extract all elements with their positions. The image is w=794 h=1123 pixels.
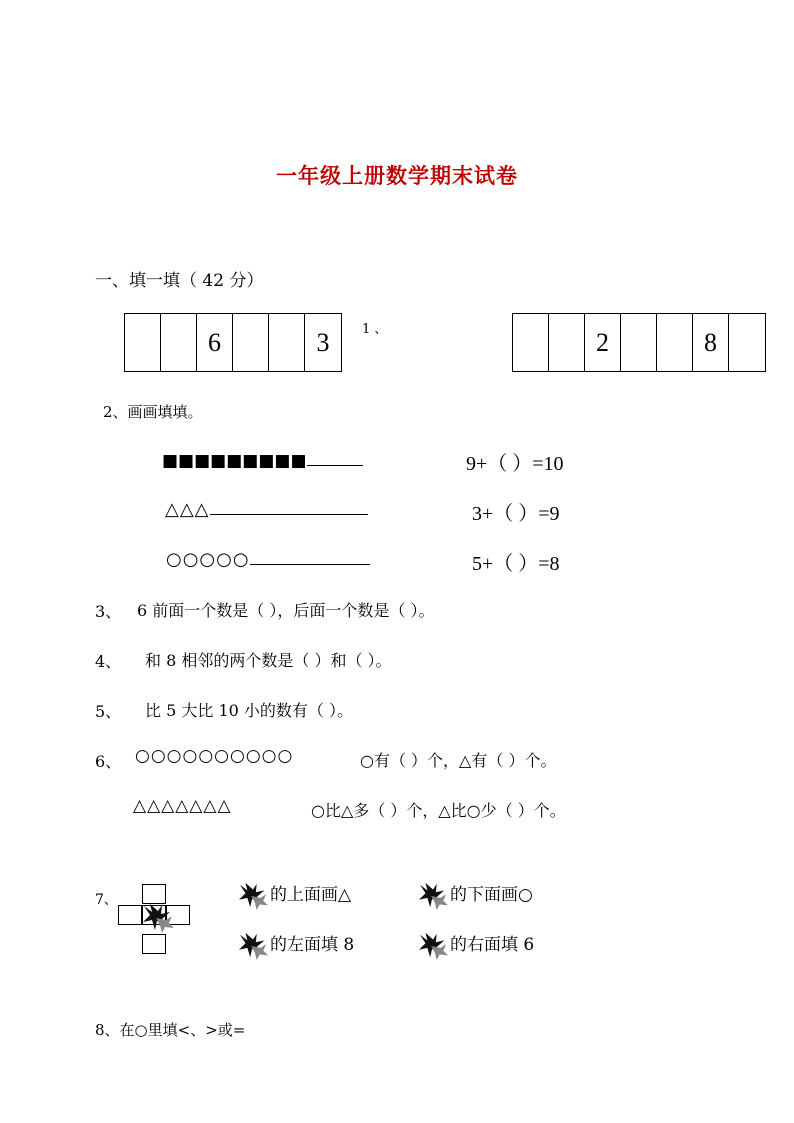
number-box[interactable] [233, 314, 269, 371]
number-box[interactable] [269, 314, 305, 371]
number-box[interactable] [621, 314, 657, 371]
q4-number: 4、 [95, 652, 122, 671]
page-title: 一年级上册数学期末试卷 [276, 163, 518, 188]
q2-equation-2: 3+（ ）=9 [472, 503, 560, 525]
grid-square-left[interactable] [118, 905, 142, 925]
q2-equation-1: 9+（ ）=10 [466, 453, 564, 475]
q7-item-right [416, 930, 534, 961]
leaf-icon [416, 881, 450, 911]
number-box[interactable] [549, 314, 585, 371]
q2-row-circles [166, 548, 370, 570]
q2-equation-3: 5+（ ）=8 [472, 553, 560, 575]
q7-item-text: 的左面填 8 [270, 935, 355, 955]
q6-circles: ○○○○○○○○○○ [135, 746, 294, 766]
number-box-row-b [512, 313, 766, 372]
number-box[interactable] [729, 314, 765, 371]
q7-item-left [236, 930, 354, 961]
q7-item-top [236, 880, 351, 911]
q6-triangles: △△△△△△△ [133, 796, 232, 816]
q6-line-1: ○有（ ）个，△有（ ）个。 [360, 751, 557, 770]
answer-line[interactable] [307, 449, 363, 466]
grid-square-bottom[interactable] [142, 934, 166, 954]
q7-item-text: 的右面填 6 [450, 935, 535, 955]
q7-number: 7、 [95, 892, 118, 908]
q7-item-bottom [416, 880, 533, 911]
number-box[interactable]: 8 [693, 314, 729, 371]
q2-row-triangles [165, 498, 368, 520]
number-box[interactable] [125, 314, 161, 371]
q5-number: 5、 [95, 702, 122, 721]
number-box[interactable]: 3 [316, 327, 330, 357]
q3-number: 3、 [95, 602, 122, 621]
number-box[interactable]: 2 [585, 314, 621, 371]
q2-row-squares [162, 449, 363, 471]
q6-number: 6、 [95, 752, 122, 771]
grid-square-top[interactable] [142, 884, 166, 904]
number-box-row-a [124, 313, 342, 372]
squares-group: ■■■■■■■■■ [162, 451, 307, 471]
leaf-icon [416, 931, 450, 961]
number-box[interactable] [657, 314, 693, 371]
leaf-icon [140, 902, 176, 934]
leaf-icon [236, 881, 270, 911]
q8-label: 8、在○里填<、>或= [95, 1021, 246, 1039]
answer-line[interactable] [250, 548, 370, 565]
triangles-group: △△△ [165, 499, 210, 520]
q4-text: 和 8 相邻的两个数是（ ）和（ ）。 [145, 651, 392, 670]
number-box[interactable] [161, 314, 197, 371]
q5-text: 比 5 大比 10 小的数有（ ）。 [145, 701, 353, 720]
answer-line[interactable] [210, 498, 368, 515]
circles-group: ○○○○○ [166, 549, 250, 570]
leaf-icon [236, 931, 270, 961]
q1-label: 1 、 [362, 322, 388, 337]
q6-line-2: ○比△多（ ）个，△比○少（ ）个。 [311, 801, 566, 820]
number-box[interactable]: 6 [197, 314, 233, 371]
number-box[interactable] [513, 314, 549, 371]
q2-label: 2、画画填填。 [103, 403, 203, 421]
q7-item-text: 的下面画○ [450, 885, 533, 905]
q7-item-text: 的上面画△ [270, 885, 352, 905]
q3-text: 6 前面一个数是（ ），后面一个数是（ ）。 [137, 601, 435, 620]
section-heading: 一、填一填（ 42 分） [95, 271, 264, 291]
